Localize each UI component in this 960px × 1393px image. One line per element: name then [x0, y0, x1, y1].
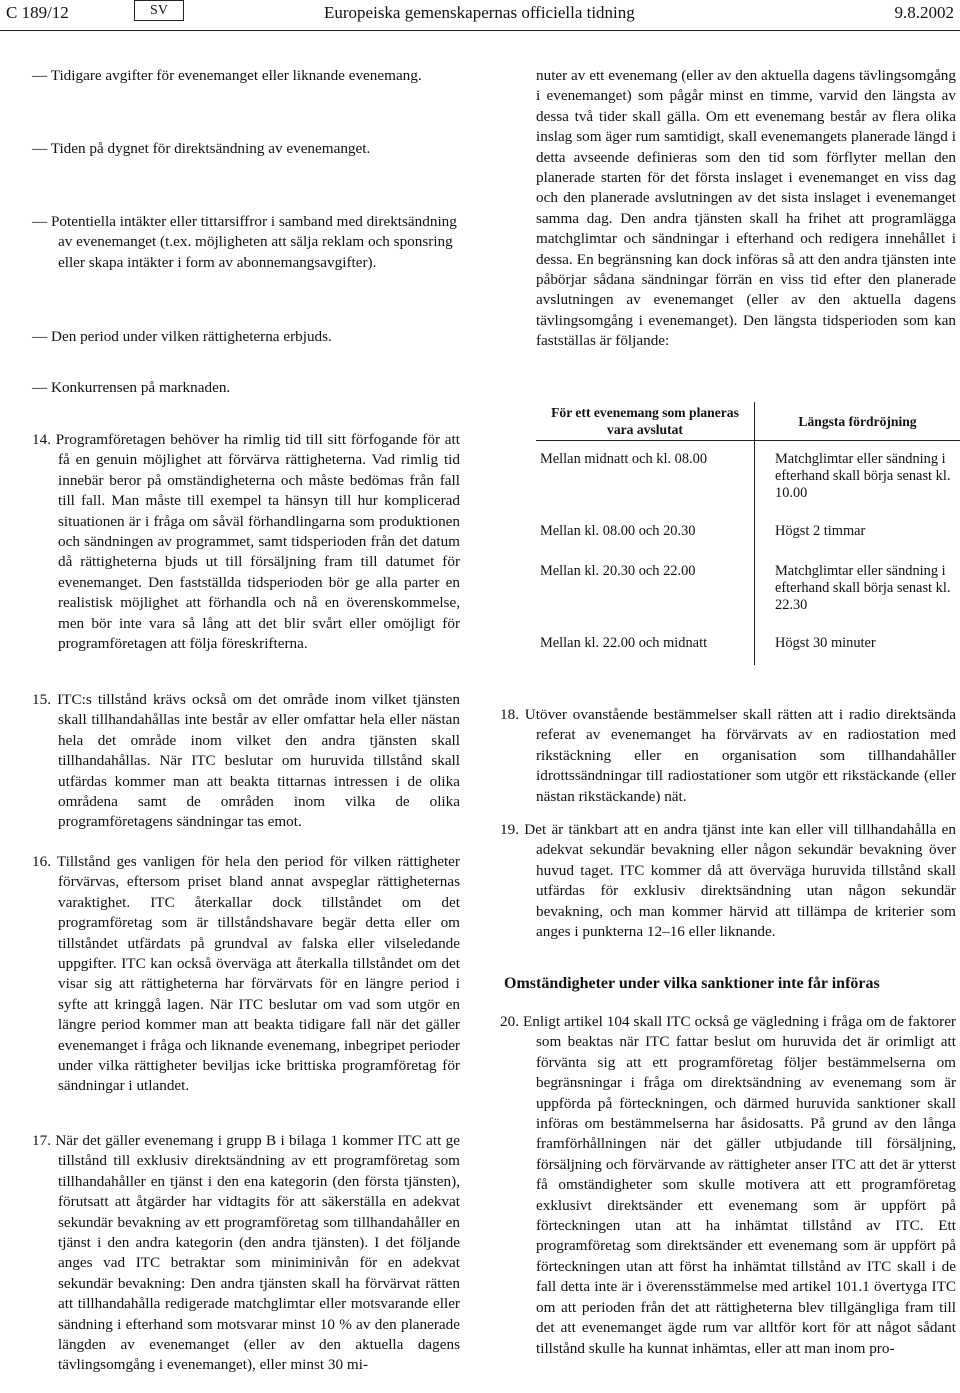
table-cell: Matchglimtar eller sändning i efterhand skall börja senast kl. 22.30 — [775, 563, 951, 613]
table-header-max-delay: Längsta fördröjning — [755, 402, 960, 441]
dash-item: — Potentiella intäkter eller tittarsiffror i samband med direktsändning av evenemanget (t.ex. möjligheten att sälja reklam och sponsring eller skapa intäkter i form av abonnemangsavgifter). — [32, 213, 457, 271]
dash-item: — Konkurrensen på marknaden. — [32, 379, 231, 396]
paragraph-18: 18. Utöver ovanstående bestämmelser skall rätten att i radio direktsända referat av evenemanget ha förvärvats av en radiostation med rikstäckning eller en organisation som tillhandahåller idrottssändningar till radiostationer som utgör ett rikstäckande (eller nästan rikstäckande) nät. — [500, 706, 956, 805]
table-cell: Mellan midnatt och kl. 08.00 — [536, 441, 755, 514]
issue-reference: C 189/12 — [6, 3, 69, 22]
table-row — [536, 441, 960, 514]
dash-item: — Tidigare avgifter för evenemanget eller liknande evenemang. — [32, 67, 422, 84]
table-row — [536, 625, 960, 665]
table-header-end-time: För ett evenemang som planeras vara avslutat — [536, 402, 755, 441]
table-cell: Mellan kl. 22.00 och midnatt — [536, 625, 755, 665]
paragraph-17-continued: nuter av ett evenemang (eller av den aktuella dagens tävlingsomgång i evenemanget) som pågår minst en timme, varvid den längsta av dessa två tider skall gälla. Om ett evenemang består av flera olika inslag som äger rum samtidigt, skall evenemangets planerade längd i detta avseende definieras som den tid som förflyter mellan den planerade starten för det första inslaget i evenemanget en viss dag och den planerade avslutningen av det sista inslaget i evenemanget samma dag. Den andra tjänsten skall ha frihet att programlägga matchglimtar och sändningar i efterhand och redigera innehållet i dessa. En begränsning kan dock införas så att den andra tjänsten inte påbörjar sådana sändningar förrän en viss tid efter den planerade avslutningen av evenemanget (eller av den aktuella dagens tävlingsomgång i evenemanget). Den längsta tidsperioden som kan fastställas är följande: — [536, 67, 956, 350]
section-heading: Omständigheter under vilka sanktioner inte får införas — [504, 975, 880, 992]
table-cell: Högst 30 minuter — [775, 635, 876, 651]
issue-date: 9.8.2002 — [894, 3, 954, 22]
paragraph-19: 19. Det är tänkbart att en andra tjänst inte kan eller vill tillhandahålla en adekvat sekundär bevakning eller någon sekundär bevakning över huvud taget. ITC kommer då att överväga huruvida tillstånd skall utfärdas för exklusiv direktsändning utan någon sekundär bevakning, och man kommer härvid att tillämpa de kriterier som anges i punkterna 12–16 eller liknande. — [500, 821, 956, 941]
delay-table — [536, 402, 960, 665]
table-cell: Mellan kl. 20.30 och 22.00 — [536, 553, 755, 625]
paragraph-16: 16. Tillstånd ges vanligen för hela den period för vilken rättigheter förvärvas, eftersom priset bland annat avspeglar rättigheternas varaktighet. ITC återkallar dock tillståndet om det programföretag som är tillståndshavare begär detta eller om tillståndet utfärdats på grundval av falska eller vilseledande uppgifter. ITC kan också överväga att återkalla tillståndet om det visar sig att rättigheterna har förvärvats för en längre period i syfte att kringgå lagen. När ITC beslutar om vad som utgör en längre period kommer man att beakta tidigare fall när det gäller evenemanget i fråga och liknande evenemang, inbegripet perioder under vilka rättigheter beviljas icke brittiska programföretag för sändningar i utlandet. — [32, 853, 460, 1095]
journal-title: Europeiska gemenskapernas officiella tidning — [324, 3, 635, 22]
table-cell: Mellan kl. 08.00 och 20.30 — [536, 513, 755, 553]
paragraph-20: 20. Enligt artikel 104 skall ITC också ge vägledning i fråga om de faktorer som beaktas när ITC fattar beslut om huruvida det är orimligt att förvänta sig att ett programföretag följer bestämmelserna om begränsningar i fråga om direktsändning av evenemang som är uppförda på förteckningen, och därmed huruvida sanktioner skall införas om bestämmelserna har åsidosatts. På grund av den långa framförhållningen när det gäller utbjudande till försäljning, försäljning och förvärvande av rättigheter anser ITC att det är ytterst få omständigheter som skulle motivera att ett programföretag exklusivt direktsänder ett evenemang som är uppfört på förteckningen utan att ha inhämtat tillstånd av ITC. Ett programföretag som direktsänder ett evenemang som är uppfört på förteckningen utan att först ha inhämtat tillstånd av ITC skall i de fall detta inte är i överensstämmelse med artikel 101.1 övertyga ITC om att perioden från det att rättigheterna blev tillgängliga fram till det att evenemanget ägde rum var alltför kort för att något sådant tillstånd skulle ha kunnat inhämtas, eller att man inom pro- — [500, 1013, 956, 1357]
table-header-row — [536, 402, 960, 441]
paragraph-17: 17. När det gäller evenemang i grupp B i bilaga 1 kommer ITC att ge tillstånd till exklusiv direktsändning av ett programföretag som tillhandahåller en tjänst i den ena kategorin (den första tjänsten), förutsatt att åtgärder har vidtagits för att säkerställa en adekvat sekundär bevakning av ett programföretag som tillhandahåller en tjänst i den andra kategorin (den andra tjänsten). I det följande anges vad ITC betraktar som miniminivån för en adekvat sekundär bevakning: Den andra tjänsten skall ha förvärvat rätten att tillhandahålla redigerade matchglimtar eller motsvarande eller sändning i efterhand som motsvarar minst 10 % av den planerade längden av evenemanget (eller av den aktuella dagens tävlingsomgång i evenemanget), eller minst 30 mi- — [32, 1132, 460, 1374]
table-cell: Matchglimtar eller sändning i efterhand skall börja senast kl. 10.00 — [775, 451, 951, 501]
running-header — [0, 0, 960, 30]
dash-item: — Tiden på dygnet för direktsändning av evenemanget. — [32, 140, 371, 157]
table-row — [536, 553, 960, 625]
paragraph-14: 14. Programföretagen behöver ha rimlig tid till sitt förfogande för att få en genuin möjlighet att förvärva rättigheterna. Vad rimlig tid innebär beror på omständigheterna och måste bedömas från fall till fall. Man måste till exempel ta hänsyn till hur komplicerad situationen är i fråga om såväl förhandlingarna som produktionen och sändningen av programmet, samt tidsperioden från det datum då rättigheterna bjuds ut till försäljning fram till datumet för evenemanget. Den fastställda tidsperioden bör ge alla parter en realistisk möjlighet att förhandla och nå en överenskommelse, men bör inte vara så lång att det blir svårt eller omöjligt för programföretagen att följa föreskrifterna. — [32, 431, 460, 653]
header-rule — [0, 30, 960, 31]
table-row — [536, 513, 960, 553]
language-badge: SV — [134, 0, 184, 21]
dash-item: — Den period under vilken rättigheterna erbjuds. — [32, 328, 332, 345]
table-cell: Högst 2 timmar — [775, 523, 866, 539]
paragraph-15: 15. ITC:s tillstånd krävs också om det område inom vilket tjänsten skall tillhandahållas inte består av eller omfattar hela eller nästan hela det område inom vilket den andra tjänsten skall tillhandahållas. När ITC beslutar om huruvida tillstånd skall utfärdas kommer man att beakta tittarnas intressen i de olika områdena samt de områden inom vilka de olika programföretagens sändningar tas emot. — [32, 691, 460, 831]
